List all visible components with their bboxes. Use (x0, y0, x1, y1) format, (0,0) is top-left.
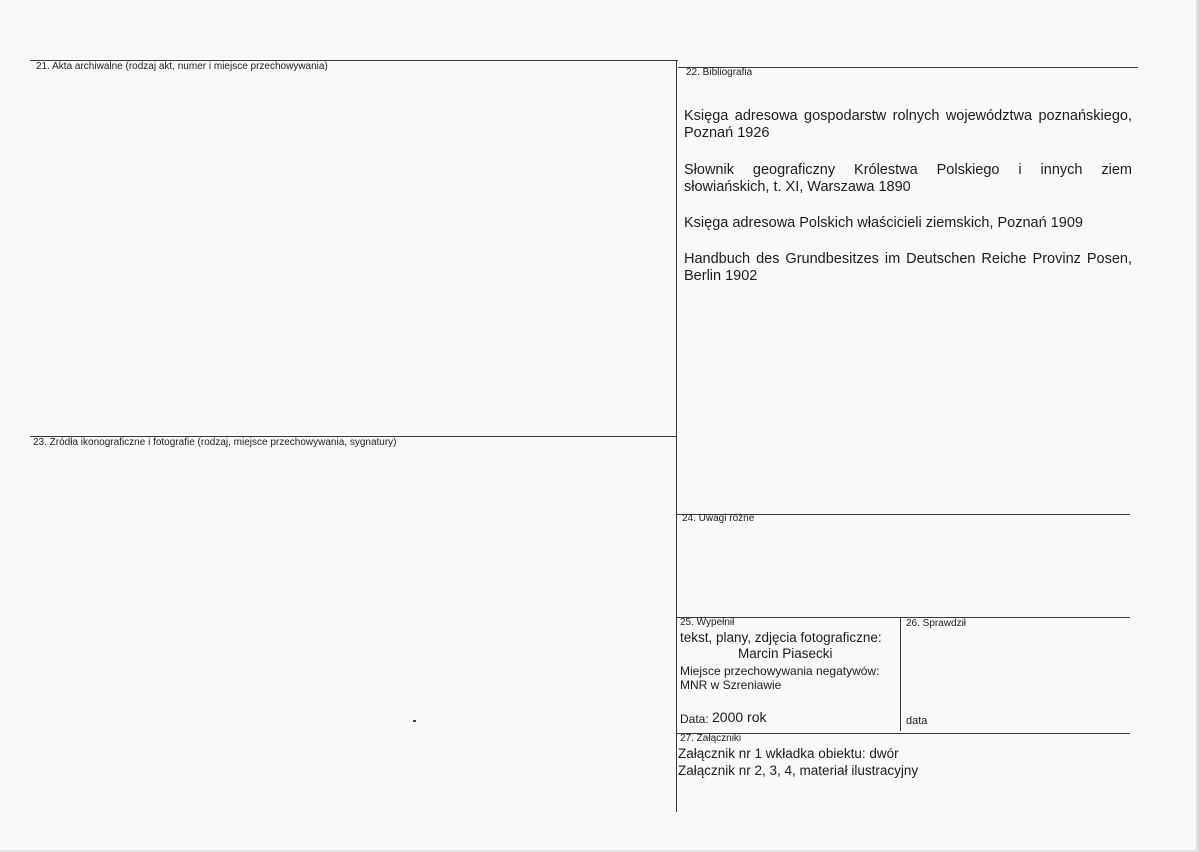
attachment-item-1: Załącznik nr 1 wkładka obiektu: dwór (678, 746, 899, 761)
section-25-26-divider (900, 617, 901, 731)
attachment-item-2: Załącznik nr 2, 3, 4, materiał ilustracyjny (678, 763, 919, 778)
filled-by-name: Marcin Piasecki (738, 646, 833, 661)
section-22-label: 22. Bibliografia (686, 67, 753, 78)
filled-date-value: 2000 rok (712, 709, 767, 725)
section-25-label: 25. Wypełnił (680, 617, 735, 628)
section-23-label: 23. Źródła ikonograficzne i fotografie (rodzaj, miejsce przechowywania, sygnatury) (33, 437, 397, 448)
section-26-label: 26. Sprawdził (906, 618, 967, 629)
negatives-location-label: Miejsce przechowywania negatywów: (680, 664, 880, 678)
filled-by-description: tekst, plany, zdjęcia fotograficzne: (680, 630, 882, 645)
checked-date-label: data (906, 715, 928, 727)
section-24-label: 24. Uwagi różne (682, 513, 755, 524)
section-27-rule (677, 733, 1130, 734)
bibliography-entry-2: Słownik geograficzny Królestwa Polskiego i innych ziem słowiańskich, t. XI, Warszawa 1890 (684, 162, 1132, 195)
section-25-26-rule (677, 617, 1130, 618)
filled-date-label: Data: (680, 712, 709, 726)
stray-mark (413, 720, 416, 722)
negatives-location-value: MNR w Szreniawie (680, 678, 782, 692)
bibliography-entry-4: Handbuch des Grundbesitzes im Deutschen Reiche Provinz Posen, Berlin 1902 (684, 251, 1132, 284)
bibliography-entry-1: Księga adresowa gospodarstw rolnych województwa poznańskiego, Poznań 1926 (684, 108, 1132, 141)
section-27-label: 27. Załączniki (680, 733, 742, 744)
bibliography-entry-3: Księga adresowa Polskich właścicieli ziemskich, Poznań 1909 (684, 215, 1083, 231)
section-21-label: 21. Akta archiwalne (rodzaj akt, numer i miejsce przechowywania) (36, 61, 328, 72)
